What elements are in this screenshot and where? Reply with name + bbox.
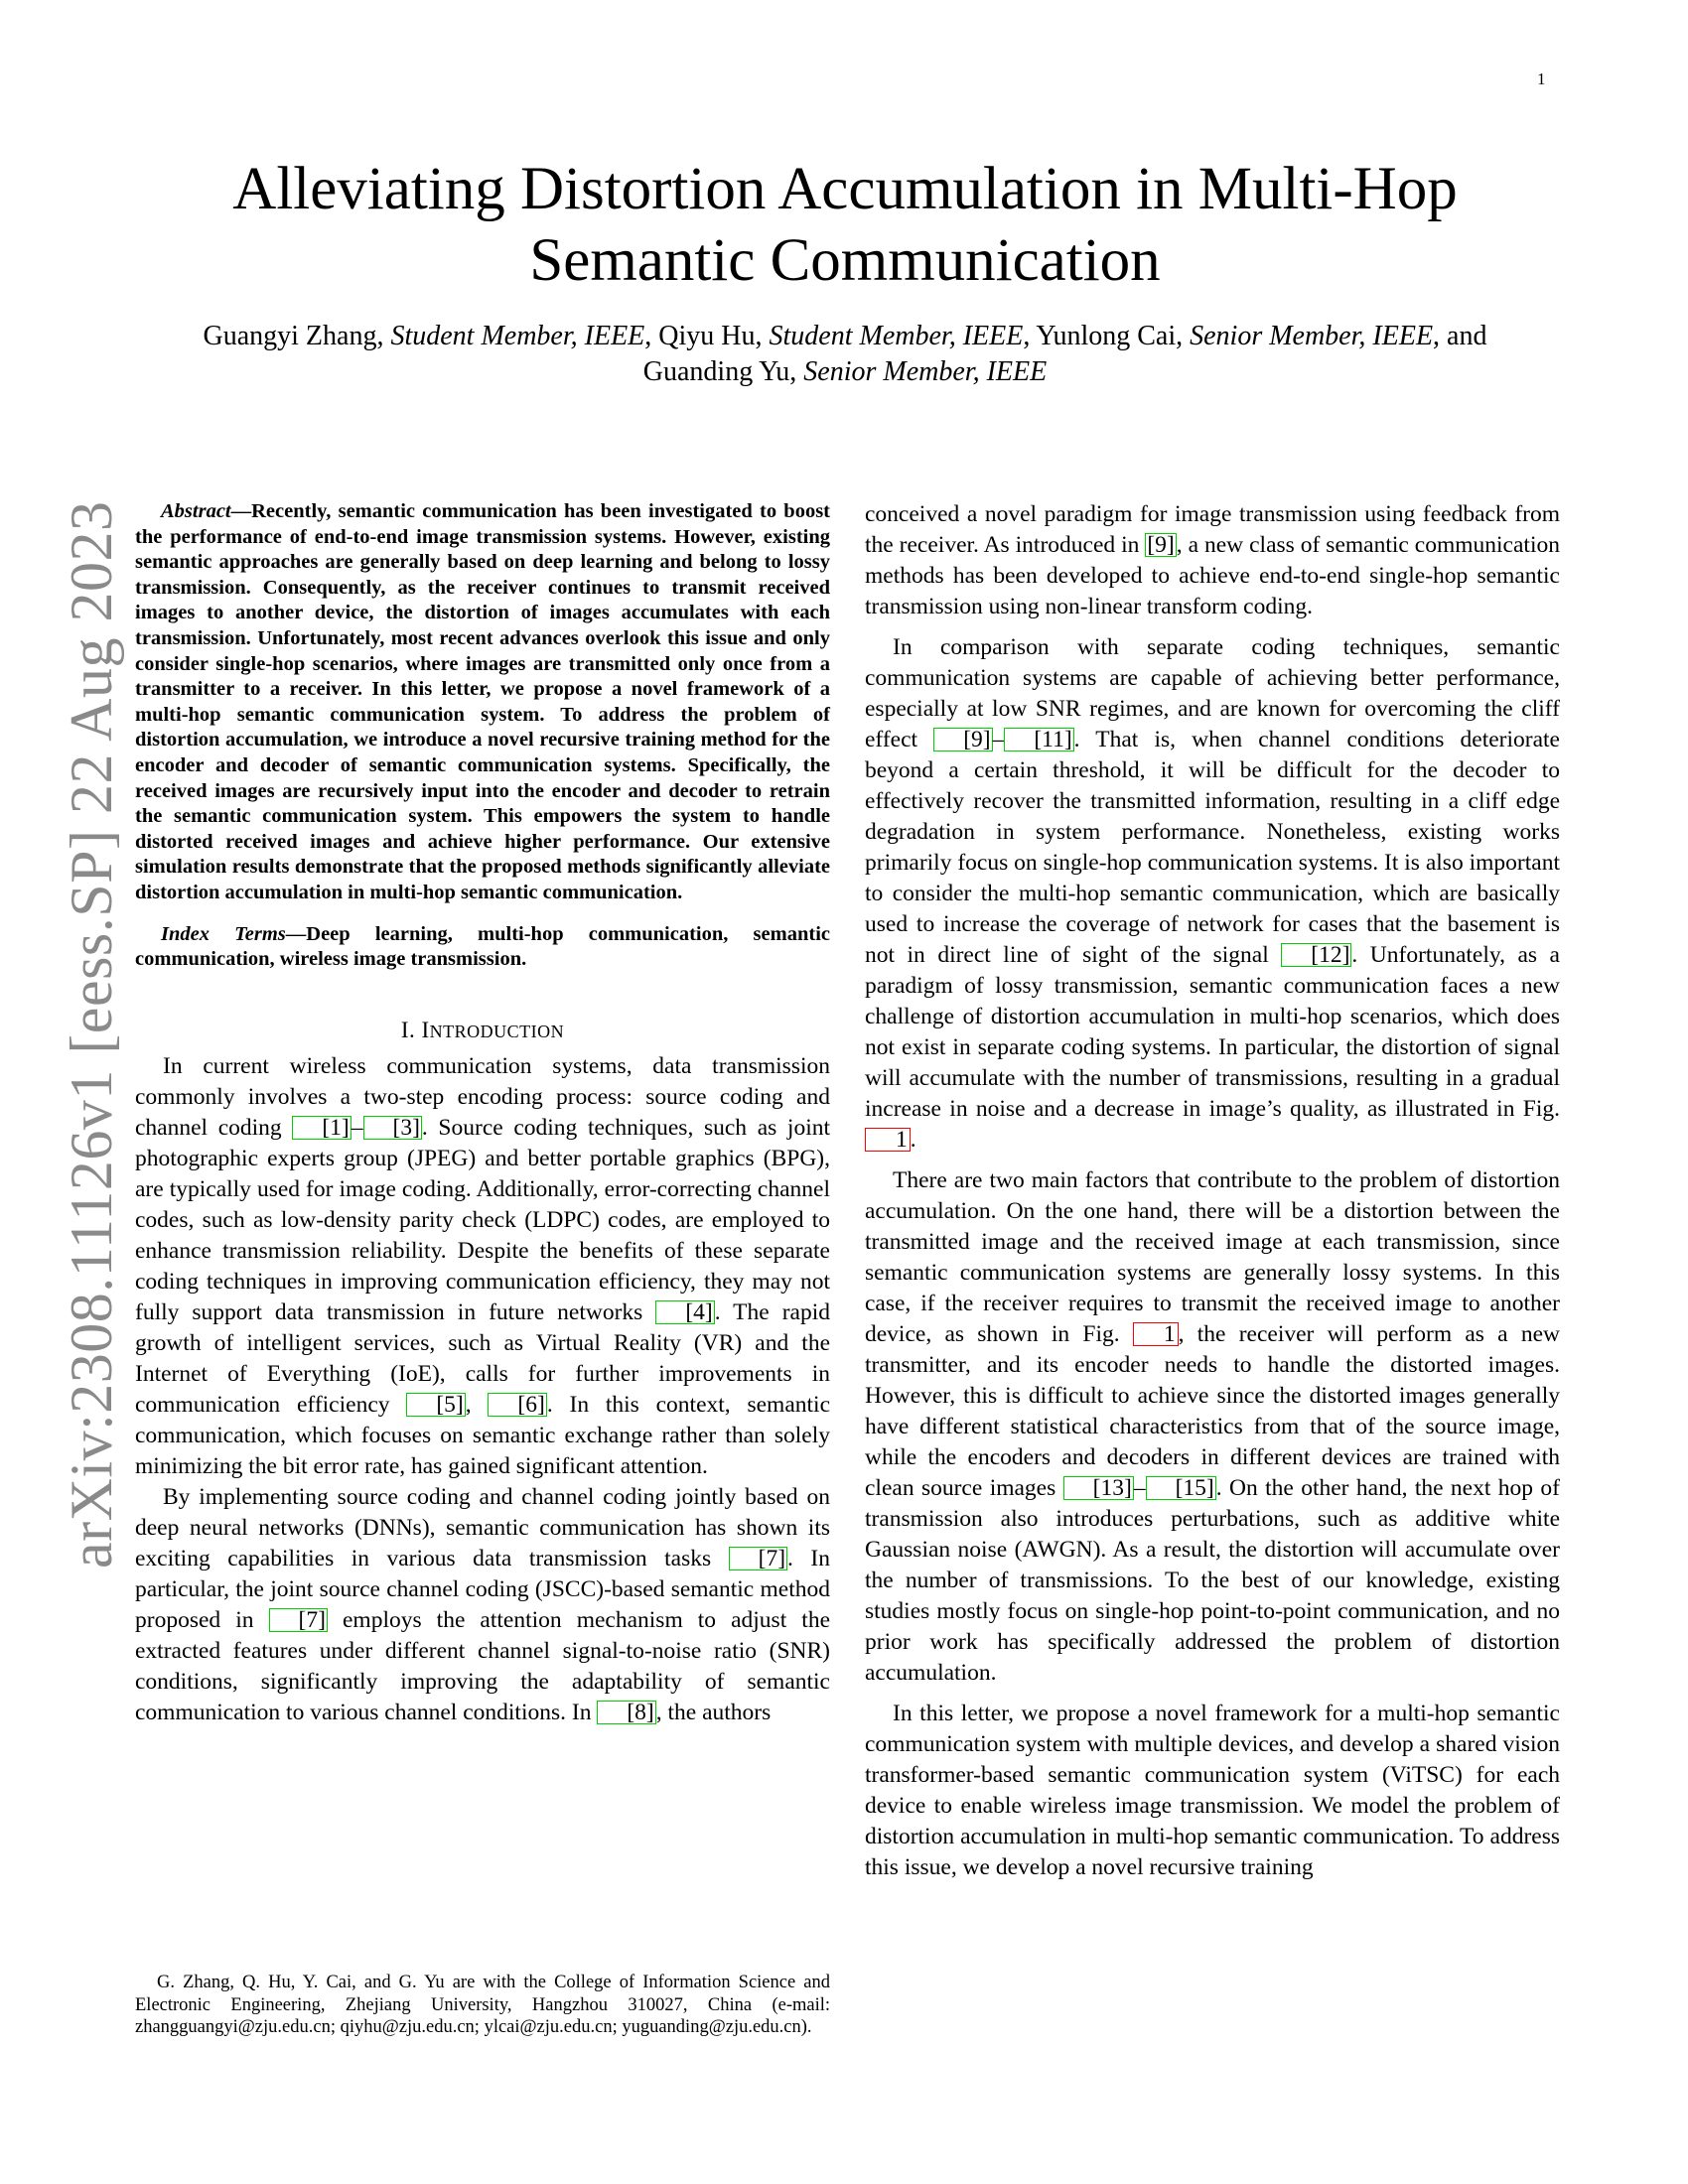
citation-link[interactable]: [5] <box>406 1393 465 1417</box>
author-membership: Student Member, IEEE <box>390 321 645 351</box>
figure-reference-link[interactable]: 1 <box>1133 1322 1179 1346</box>
intro-paragraph-1 <box>135 1051 830 1482</box>
arxiv-identifier-stamp: arXiv:2308.11126v1 [eess.SP] 22 Aug 2023 <box>59 500 124 1569</box>
paragraph-text: . In particular, the joint source channel coding (JSCC)-based semantic method proposed in <box>135 1545 830 1633</box>
paragraph-text: – <box>1133 1475 1146 1501</box>
author-name: Guangyi Zhang, <box>203 321 391 351</box>
title-line-1: Alleviating Distortion Accumulation in Multi-Hop <box>232 156 1458 222</box>
citation-link[interactable]: [9] <box>933 728 992 751</box>
index-terms <box>135 922 830 973</box>
section-numeral: I. I <box>400 1017 430 1042</box>
author-affiliation-footnote: G. Zhang, Q. Hu, Y. Cai, and G. Yu are with the College of Information Science and Electronic Engineering, Zhejiang University, Hangzhou 310027, China (e-mail: zhangguangyi@zju.edu.cn; qiyhu@zju.edu.cn; ylcai@zju.edu.cn; yuguanding@zju.edu.cn). <box>135 1973 830 2037</box>
citation-link[interactable]: [9] <box>1147 532 1175 558</box>
author-name: , Qiyu Hu, <box>644 321 770 351</box>
title-line-2: Semantic Communication <box>529 227 1161 294</box>
citation-link[interactable]: [11] <box>1004 728 1073 751</box>
paragraph-text: By implementing source coding and channel coding jointly based on deep neural networks (DNNs), semantic communication has shown its exciting capabilities in various data transmission tasks <box>135 1483 830 1571</box>
paragraph-text: In comparison with separate coding techniques, semantic communication systems are capable of achieving better performance, especially at low SNR regimes, and are known for overcoming the cliff effect <box>865 634 1560 752</box>
paragraph-text: . Unfortunately, as a paradigm of lossy transmission, semantic communication faces a new challenge of distortion accumulation in multi-hop scenarios, which does not exist in separate coding systems. In particular, the distortion of signal will accumulate with the number of transmissions, resulting in a gradual increase in noise and a decrease in image’s quality, as illustrated in Fig. <box>865 942 1560 1122</box>
paragraph-text: employs the attention mechanism to adjust the extracted features under different channel signal-to-noise ratio (SNR) conditions, significantly improving the adaptability of semantic communication to various channel conditions. In <box>135 1606 830 1725</box>
paragraph-text: , a new class of semantic communication methods has been developed to achieve end-to-end single-hop semantic transmission using non-linear transform coding. <box>865 532 1560 619</box>
intro-paragraph-3 <box>865 632 1560 1156</box>
citation-link[interactable]: [13] <box>1063 1476 1134 1500</box>
citation-link[interactable]: [7] <box>729 1547 787 1570</box>
abstract-text: —Recently, semantic communication has been investigated to boost the performance of end-to-end image transmission systems. However, existing semantic approaches are generally based on deep learning and belong to lossy transmission. Consequently, as the receiver continues to transmit received images to another device, the distortion of images accumulates with each transmission. Unfortunately, most recent advances overlook this issue and only consider single-hop scenarios, where images are transmitted only once from a transmitter to a receiver. In this letter, we propose a novel framework of a multi-hop semantic communication system. To address the problem of distortion accumulation, we introduce a novel recursive training method for the encoder and decoder of semantic communication systems. Specifically, the received images are recursively input into the encoder and decoder to retrain the semantic communication system. This empowers the system to handle distorted received images and achieve higher performance. Our extensive simulation results demonstrate that the proposed methods significantly alleviate distortion accumulation in multi-hop semantic communication. <box>135 500 830 903</box>
paragraph-text: – <box>351 1114 363 1141</box>
citation-link[interactable]: [8] <box>597 1701 655 1724</box>
citation-link[interactable]: [4] <box>655 1300 714 1324</box>
left-column <box>135 499 830 1728</box>
index-terms-text: —Deep learning, multi-hop communication, semantic communication, wireless image transmission. <box>135 922 830 971</box>
intro-paragraph-4 <box>865 1165 1560 1689</box>
section-title: NTRODUCTION <box>429 1021 565 1041</box>
intro-paragraph-continued <box>865 499 1560 622</box>
author-membership: Student Member, IEEE <box>769 321 1024 351</box>
section-heading-introduction <box>135 1015 830 1047</box>
paragraph-text: . That is, when channel conditions deteriorate beyond a certain threshold, it will be difficult for the decoder to effectively recover the transmitted information, resulting in a cliff edge degradation in system performance. Nonetheless, existing works primarily focus on single-hop communication systems. It is also important to consider the multi-hop semantic communication, which are basically used to increase the coverage of network for cases that the basement is not in direct line of sight of the signal <box>865 727 1560 968</box>
citation-link[interactable]: [3] <box>363 1116 422 1140</box>
paragraph-text: – <box>992 727 1005 752</box>
citation-link[interactable]: [6] <box>488 1393 546 1417</box>
author-membership: Senior Member, IEEE <box>803 356 1048 387</box>
paragraph-text: conceived a novel paradigm for image transmission using feedback from the receiver. As introduced in <box>865 501 1560 558</box>
paragraph-text: . Source coding techniques, such as joint photographic experts group (JPEG) and better portable graphics (BPG), are typically used for image coding. Additionally, error-correcting channel codes, such as low-density parity check (LDPC) codes, are employed to enhance transmission reliability. Despite the benefits of these separate coding techniques in improving communication efficiency, they may not fully support data transmission in future networks <box>135 1114 831 1325</box>
citation-link[interactable]: [15] <box>1146 1476 1216 1500</box>
paper-title <box>119 154 1571 297</box>
citation-link[interactable]: [1] <box>292 1116 351 1140</box>
paragraph-text: , the authors <box>655 1699 772 1725</box>
paragraph-text: . <box>910 1127 916 1153</box>
citation-link[interactable]: [7] <box>269 1608 328 1632</box>
right-column <box>865 499 1560 1883</box>
paragraph-text: , <box>465 1391 489 1418</box>
paragraph-text: . On the other hand, the next hop of transmission also introduces perturbations, such as additive white Gaussian noise (AWGN). As a result, the distortion will accumulate over the number of transmissions. To the best of our knowledge, existing studies mostly focus on single-hop point-to-point communication, and no prior work has specifically addressed the problem of distortion accumulation. <box>865 1475 1561 1686</box>
author-membership: Senior Member, IEEE <box>1190 321 1434 351</box>
paragraph-text: . The rapid growth of intelligent services, such as Virtual Reality (VR) and the Internet of Everything (IoE), calls for further improvements in communication efficiency <box>135 1298 830 1418</box>
paragraph-text: In current wireless communication systems, data transmission commonly involves a two-step encoding process: source coding and channel coding <box>135 1052 830 1141</box>
paragraph-text: . In this context, semantic communication, which focuses on semantic exchange rather than solely minimizing the bit error rate, has gained significant attention. <box>135 1391 830 1479</box>
intro-paragraph-5: In this letter, we propose a novel framework for a multi-hop semantic communication system with multiple devices, and develop a shared vision transformer-based semantic communication system (ViTSC) for each device to enable wireless image transmission. We model the problem of distortion accumulation in multi-hop semantic communication. To address this issue, we develop a novel recursive training <box>865 1701 1560 1880</box>
abstract <box>135 499 830 906</box>
paragraph-text: There are two main factors that contribute to the problem of distortion accumulation. On the one hand, there will be a distortion between the transmitted image and the received image at each transmission, since semantic communication systems are generally lossy systems. In this case, if the receiver requires to transmit the received image to another device, as shown in Fig. <box>865 1167 1560 1347</box>
index-terms-label: Index Terms <box>161 922 286 945</box>
author-name: , Yunlong Cai, <box>1023 321 1191 351</box>
author-list <box>199 319 1491 390</box>
abstract-label: Abstract <box>161 500 231 522</box>
citation-link[interactable]: [12] <box>1281 943 1351 967</box>
paragraph-text: , the receiver will perform as a new transmitter, and its encoder needs to handle the distorted images. However, this is difficult to achieve since the distorted images generally have different statistical characteristics from that of the source image, while the encoders and decoders in different devices are trained with clean source images <box>865 1321 1561 1501</box>
figure-reference-link[interactable]: 1 <box>865 1128 911 1152</box>
page-number: 1 <box>1537 69 1546 88</box>
intro-paragraph-2 <box>135 1482 830 1728</box>
author-name: , and Guanding Yu, <box>642 321 1487 387</box>
